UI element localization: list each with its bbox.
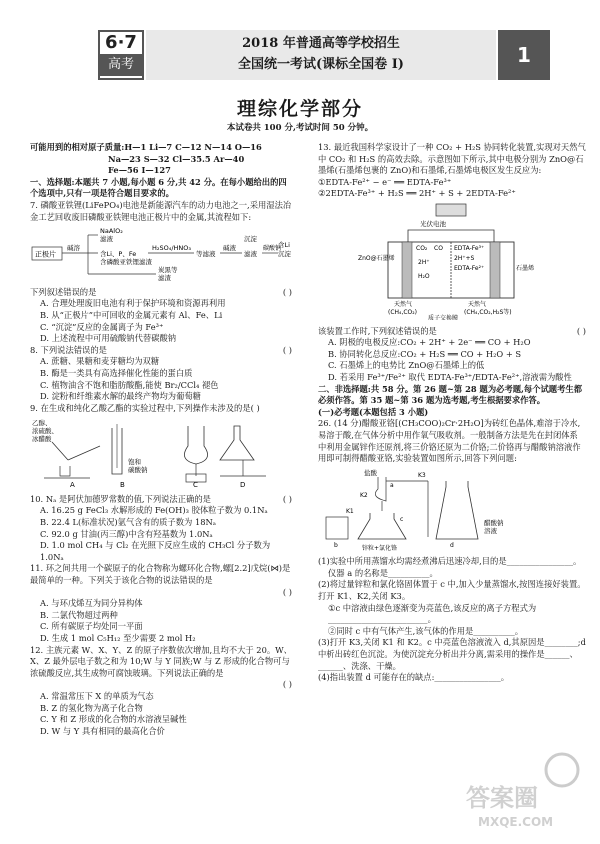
q8-option-c: C. 植物油含不饱和脂肪酸酯,能使 Br₂/CCl₄ 褪色 (40, 379, 219, 390)
q13-eq1: ①EDTA-Fe²⁺ − e⁻ ══ EDTA-Fe³⁺ (318, 176, 452, 187)
atomic-label: 可能用到的相对原子质量:H—1 Li—7 C—12 N—14 O—16 (30, 142, 262, 152)
fig-left-el: ZnO@石墨烯 (358, 254, 395, 262)
q26-part3: (3)打开 K3,关闭 K1 和 K2。c 中亮蓝色溶液流入 d,其原因是________;d 中析出砖红色沉淀。为使沉淀充分析出并分离,需采用的操作是______、______、洗涤、干燥。 (318, 637, 586, 671)
fig-membrane: 质子交换膜 (428, 314, 459, 320)
beaker-b (326, 517, 348, 539)
q26-part2: (2)将过量锌粒和氯化铬固体置于 c 中,加入少量蒸馏水,按图连接好装置。打开 K1、K2,关闭 K3。 (318, 579, 586, 602)
section2a-heading: (一)必考题(本题包括 3 小题) (318, 406, 429, 417)
publisher-logo (98, 30, 144, 80)
q26-stem: 26. (14 分)醋酸亚铬[(CH₃COO)₂Cr·2H₂O]为砖红色晶体,难溶于冷水,易溶于酸,在气体分析中用作氧气吸收剂。一般制备方法是先在封闭体系中利用金属锌作还原剂,将三价铬还原为二价铬;二价铬再与醋酸钠溶液作用即可制得醋酸亚铬,实验装置如图所示,回答下列问题: (318, 418, 581, 464)
fig26-zn: 锌粒+氯化铬 (362, 544, 398, 551)
flow-a1: NaAlO₂ (100, 227, 123, 236)
flask-c (358, 513, 406, 539)
q8-option-a: A. 蔗糖、果糖和麦芽糖均为双糖 (40, 356, 160, 367)
fig-co: CO (434, 244, 443, 252)
atomic-line2: Na—23 S—32 Cl—35.5 Ar—40 (108, 153, 245, 164)
fig-edta2: EDTA-Fe²⁺ (454, 264, 485, 272)
q9-label-b: B (120, 481, 125, 489)
q12-stem: 12. 主族元素 W、X、Y、Z 的原子序数依次增加,且均不大于 20。W、X、Z 最外层电子数之和为 10;W 与 Y 同族;W 与 Z 形成的化合物可与浓硫酸反应,其生成物可腐蚀玻璃。下列说法正确的是 (30, 644, 292, 678)
q8-stem: 8. 下列说法错误的是 ( ) (30, 344, 292, 355)
fig26-k2: K2 (360, 491, 368, 499)
fig26-d: d (450, 541, 454, 549)
q11-option-d: D. 生成 1 mol C₅H₁₂ 至少需要 2 mol H₂ (40, 633, 196, 643)
fig26-k3: K3 (418, 471, 426, 479)
logo-bottom: 高考 (100, 54, 142, 76)
q10-option-d: D. 1.0 mol CH₄ 与 Cl₂ 在光照下反应生成的 CH₃Cl 分子数为 1.0Nₐ (40, 540, 271, 562)
q11-option-a: A. 与环戊烯互为同分异构体 (40, 598, 143, 609)
flow-b1: 沉淀 (244, 235, 257, 244)
flow-e1: 碱溶 (67, 244, 80, 253)
flow-d1: 炭黑等 (158, 266, 178, 275)
fig-h2s: 2H⁺+S (454, 254, 475, 262)
flask-d (436, 481, 478, 539)
flow-a2: 滤液 (100, 235, 113, 244)
fig26-b: b (334, 541, 338, 549)
q10-stem: 10. Nₐ 是阿伏加德罗常数的值,下列说法正确的是 ( ) (30, 493, 292, 504)
q7-stem: 7. 磷酸亚铁锂(LiFePO₄)电池是新能源汽车的动力电池之一,采用湿法冶金工艺回收废旧磷酸亚铁锂电池正极片中的金属,其流程如下: (30, 199, 292, 222)
q9-reagent-3: 冰醋酸 (32, 435, 52, 444)
fig-hplus: 2H⁺ (418, 258, 430, 266)
q9-evaporator (220, 426, 254, 460)
fig26-naac: 醋酸钠 (484, 518, 504, 527)
q13-option-a: A. 阴极的电极反应:CO₂ + 2H⁺ + 2e⁻ ══ CO + H₂O (328, 337, 531, 348)
q9-burner (60, 466, 70, 476)
q26-part2b: ②同时 c 中有气体产生,该气体的作用是__________。 (328, 625, 524, 636)
q9-apparatus-figure (30, 416, 292, 488)
q12-option-d: D. W 与 Y 具有相同的最高化合价 (40, 725, 165, 736)
watermark-text: 答案圈 (466, 784, 538, 812)
q7-question: 下列叙述错误的是 ( ) (30, 286, 292, 297)
circuit-wire (408, 230, 494, 242)
fig-gas-left2: (CH₄,CO₂) (388, 308, 418, 316)
exam-title-box (146, 30, 496, 80)
q9-sat-2: 碳酸钠 (128, 466, 148, 475)
fig26-c: c (400, 515, 404, 523)
q9-reagent-2: 浓硫酸、 (32, 427, 58, 436)
q11-paren: ( ) (282, 586, 292, 597)
exam-title-line2: 全国统一考试(课标全国卷 I) (238, 57, 404, 72)
section-title: 理综化学部分 (236, 98, 363, 120)
flow-e3: 碱液 (223, 244, 236, 253)
q10-option-c: C. 92.0 g 甘油(丙三醇)中含有羟基数为 1.0Nₐ (40, 528, 213, 539)
flow-d2: 滤渣 (158, 274, 171, 282)
q13-option-b: B. 协同转化总反应:CO₂ + H₂S ══ CO + H₂O + S (328, 348, 522, 359)
fig26-acid: 盐酸 (364, 468, 377, 477)
q11-option-c: C. 所有碳原子均处同一平面 (40, 621, 143, 632)
logo-top: 6·7 (105, 32, 137, 53)
section1-heading: 一、选择题:本题共 7 小题,每小题 6 分,共 42 分。在每小题给出的四个选项中,只有一项是符合题目要求的。 (30, 176, 287, 199)
q9-label-d: D (240, 481, 246, 489)
flow-r1: 含Li、P、Fe (100, 250, 137, 259)
q12-option-b: B. Z 的氢化物为离子化合物 (40, 702, 143, 713)
q26-part4: (4)指出装置 d 可能存在的缺点:________________。 (318, 672, 510, 683)
fig-gas-right: 天然气 (468, 300, 487, 308)
q7-flow-diagram (30, 225, 292, 281)
q9-tube-a (52, 442, 68, 460)
q26-apparatus-figure (318, 467, 586, 551)
q12-option-c: C. Y 和 Z 形成的化合物的水溶液呈碱性 (40, 714, 187, 725)
solar-panel-icon (436, 204, 466, 216)
q7-option-c: C. “沉淀”反应的金属离子为 Fe³⁺ (40, 321, 164, 332)
fig-right-el: 石墨烯 (516, 264, 535, 272)
fig-solar-label: 光伏电池 (420, 219, 446, 228)
q13-stem: 13. 最近我国科学家设计了一种 CO₂ + H₂S 协同转化装置,实现对天然气中 CO₂ 和 H₂S 的高效去除。示意图如下所示,其中电极分别为 ZnO@石墨烯(石墨烯包裹的 ZnO)和石墨烯,石墨烯电极区发生反应为: (318, 142, 586, 176)
watermark-url: MXQE.COM (478, 815, 554, 829)
left-electrode (402, 242, 412, 298)
q26-part1b: 仪器 a 的名称是__________。 (328, 567, 438, 578)
q9-sat-1: 饱和 (128, 458, 141, 467)
q11-option-b: B. 二氯代物超过两种 (40, 609, 118, 620)
watermark-logo (462, 748, 582, 832)
atomic-line3: Fe—56 I—127 (108, 165, 171, 176)
q13-eq2: ②2EDTA-Fe³⁺ + H₂S ══ 2H⁺ + S + 2EDTA-Fe²⁺ (318, 188, 516, 199)
right-electrode (490, 242, 500, 298)
section2-heading: 二、非选择题:共 58 分。第 26 题~第 28 题为必考题,每个试题考生都必须作答。第 35 题~第 36 题为选考题,考生根据要求作答。 (318, 383, 582, 406)
q9-delivery-tube (68, 446, 100, 460)
watermark-circle-icon (546, 754, 578, 786)
exam-title-line1: 2018 年普通高等学校招生 (242, 36, 400, 51)
q11-stem: 11. 环之间共用一个碳原子的化合物称为螺环化合物,螺[2.2]戊烷(⋈)是最简单的一种。下列关于该化合物的说法错误的是 (30, 563, 291, 586)
q9-stem: 9. 在生成和纯化乙酸乙酯的实验过程中,下列操作未涉及的是( ) (30, 402, 260, 413)
fig-gas-left: 天然气 (394, 300, 413, 308)
flow-c2: 沉淀 (278, 250, 291, 259)
flow-r3: 含磷酸亚铁锂滤渣 (100, 258, 152, 267)
q9-label-a: A (70, 481, 75, 489)
fig26-a: a (390, 481, 394, 489)
q8-option-d: D. 淀粉和纤维素水解的最终产物均为葡萄糖 (40, 391, 201, 402)
flow-r2: 等滤液 (196, 250, 216, 259)
q10-option-b: B. 22.4 L(标准状况)氩气含有的质子数为 18Nₐ (40, 517, 216, 528)
q7-option-a: A. 合理处理废旧电池有利于保护环境和资源再利用 (40, 298, 226, 309)
page-header (0, 28, 600, 82)
q9-label-c: C (193, 481, 198, 489)
flow-e2: H₂SO₄/HNO₃ (152, 244, 192, 253)
fig-co2: CO₂ (416, 244, 428, 252)
right-column (318, 142, 586, 684)
q7-option-d: D. 上述流程中可用硫酸钠代替碳酸钠 (40, 333, 177, 344)
dropping-funnel (375, 477, 386, 501)
fig-edta3: EDTA-Fe³⁺ (454, 244, 485, 252)
q10-option-a: A. 16.25 g FeCl₃ 水解形成的 Fe(OH)₃ 胶体粒子数为 0.1Nₐ (40, 505, 268, 516)
q26-part2a: ①c 中溶液由绿色逐渐变为亮蓝色,该反应的离子方程式为________________________。 (328, 602, 537, 625)
left-column (30, 142, 292, 737)
q9-sep-funnel (184, 426, 207, 464)
fig26-naac2: 溶液 (484, 526, 497, 535)
flow-e4: 碳酸钠 (263, 245, 282, 253)
fig-h2o: H₂O (418, 272, 430, 280)
q13-option-c: C. 石墨烯上的电势比 ZnO@石墨烯上的低 (328, 360, 485, 371)
fig26-k1: K1 (346, 507, 354, 515)
flow-b2: 滤液 (244, 250, 257, 259)
q13-electrolysis-figure (318, 202, 586, 320)
section-subtitle: 本试卷共 100 分,考试时间 50 分钟。 (226, 123, 374, 133)
flow-box1-label: 正极片 (35, 250, 56, 259)
q12-paren: ( ) (282, 679, 292, 690)
q13-option-d: D. 若采用 Fe³⁺/Fe²⁺ 取代 EDTA-Fe³⁺/EDTA-Fe²⁺,溶液需为酸性 (328, 371, 572, 382)
q26-part1: (1)实验中所用蒸馏水均需经煮沸后迅速冷却,目的是________________。 (318, 556, 582, 567)
page-number: 1 (498, 30, 550, 80)
q13-question: 该装置工作时,下列叙述错误的是 ( ) (318, 325, 586, 336)
q8-option-b: B. 酶是一类具有高选择催化性能的蛋白质 (40, 367, 193, 378)
q7-option-b: B. 从“正极片”中可回收的金属元素有 Al、Fe、Li (40, 309, 223, 320)
fig-gas-right2: (CH₄,CO₂,H₂S等) (464, 308, 512, 316)
flow-c1: 含Li (278, 241, 290, 250)
q9-reagent-1: 乙醇、 (32, 419, 52, 428)
q12-option-a: A. 常温常压下 X 的单质为气态 (40, 690, 154, 701)
